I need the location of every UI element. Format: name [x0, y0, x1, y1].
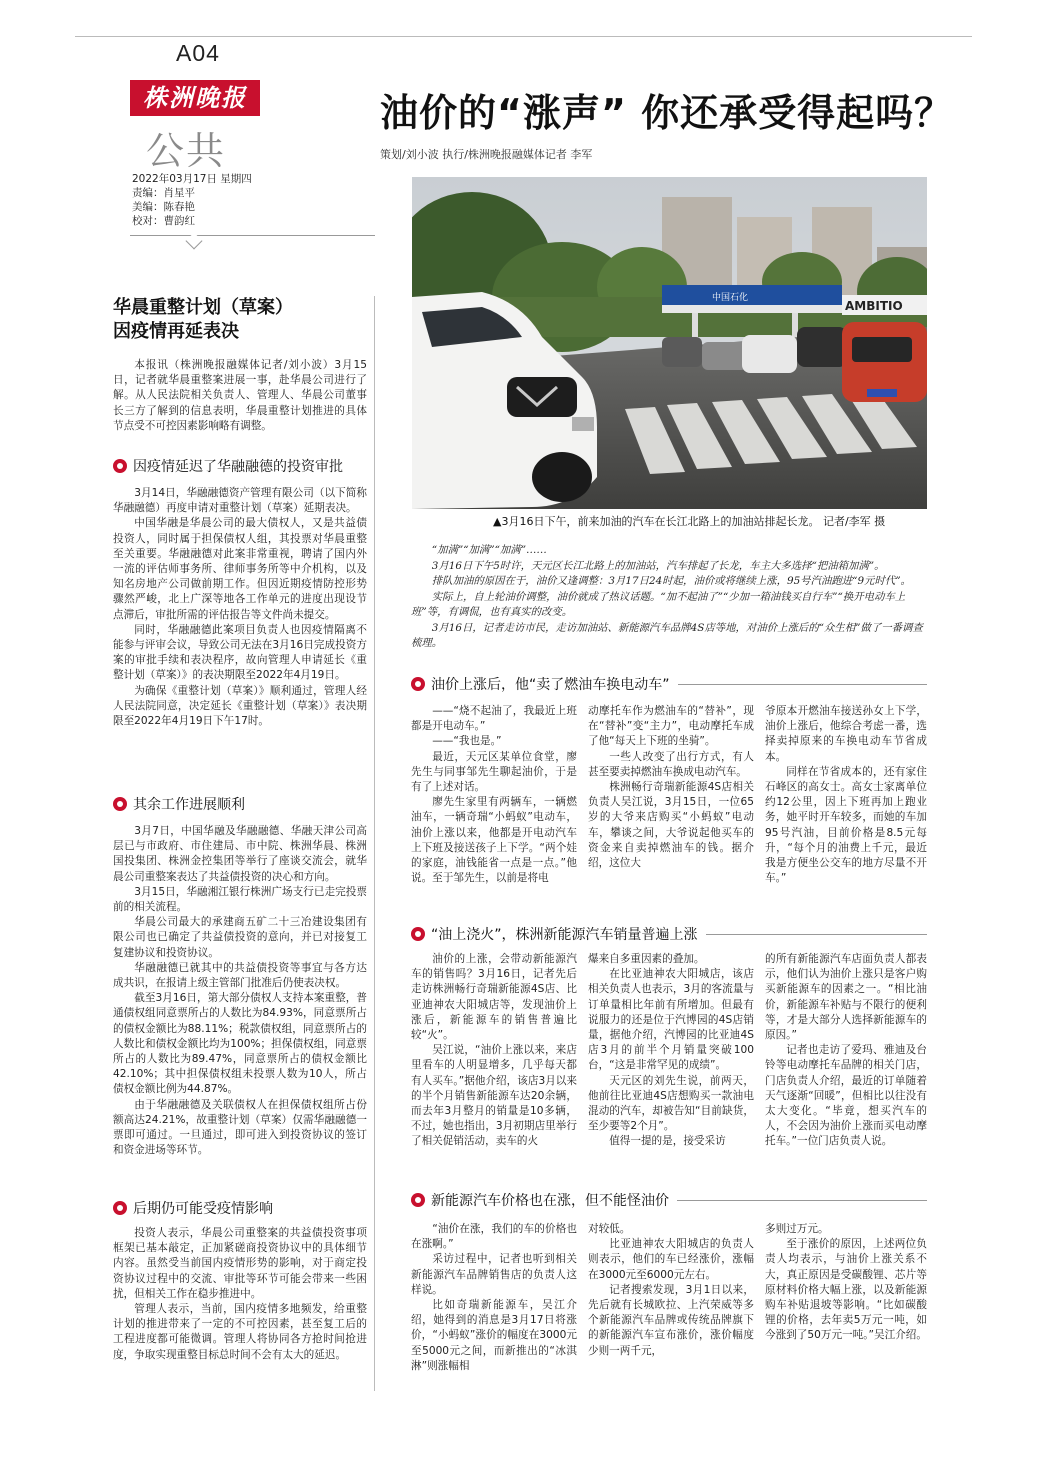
sign-sinopec: 中国石化 [712, 293, 749, 303]
paragraph: 天元区的刘先生说，前两天，他前往比亚迪4S店想购买一款油电混动的汽车，却被告知“目前缺货，至少要等2个月”。 [588, 1074, 754, 1133]
paragraph: 爆来自多重因素的叠加。 [588, 953, 705, 965]
paragraph: 为确保《重整计划（草案）》顺利通过，管理人经人民法院同意，决定延长《重整计划（草案）》表决期限至2022年4月19日下午17时。 [113, 684, 367, 728]
paragraph: 多则过万元。 [765, 1223, 829, 1235]
designer-credit: 美编：陈春艳 [132, 201, 195, 213]
paragraph: 比亚迪神农大阳城店的负责人则表示，他们的车已经涨价，涨幅在3000元至6000元左右。 [588, 1238, 754, 1281]
paragraph: ——“我也是。” [432, 735, 502, 748]
editor-credit: 责编：肖星平 [132, 187, 195, 199]
paragraph: 值得一提的是，接受采访 [609, 1135, 726, 1148]
paragraph: 3月14日，华融融德资产管理有限公司（以下简称华融融德）再度申请对重整计划（草案）延期表决。 [113, 487, 367, 515]
gas-station-photo [412, 177, 927, 509]
sec3-heading [411, 1190, 927, 1210]
paragraph: 廖先生家里有两辆车，一辆燃油车，一辆奇瑞“小蚂蚁”电动车，油价上涨以来，他都是开电动汽车上下班及接送孩子上下学。“两个娃的家庭，油钱能省一点是一点。”他说。至于邹先生，以前是将电 [411, 796, 577, 885]
intro-para: 3月16日下午5时许，天元区长江北路上的加油站，汽车排起了长龙，车主大多选择“把油箱加满”。 [431, 559, 885, 572]
paragraph: “油价在涨，我们的车的价格也在涨啊。” [411, 1223, 577, 1251]
intro-para: “加满”“加满”“加满”…… [431, 544, 547, 556]
bullet-icon [113, 797, 127, 811]
sec3-col1 [411, 1222, 577, 1374]
sec3-title: 新能源汽车价格也在涨，但不能怪油价 [431, 1193, 669, 1209]
paragraph: 投资人表示，华晨公司重整案的共益债投资事项框架已基本敲定，正加紧磋商投资协议中的具体细节内容。虽然受当前国内疫情形势的影响，对于商定投资协议过程中的交流、审批等环节可能会带来一些困扰，但相关工作在稳步推进中。 [113, 1227, 367, 1300]
left-lead [113, 358, 367, 434]
sec2-col2 [588, 952, 754, 1150]
proofreader-credit: 校对：曹韵红 [132, 215, 195, 227]
paragraph: 株洲畅行奇瑞新能源4S店相关负责人吴江说，3月15日，一位65岁的大爷来店购买“小蚂蚁”电动车，攀谈之间，大爷说起他买车的资金来自卖掉燃油车的钱。据介绍，这位大 [588, 781, 754, 870]
left-s3-heading [113, 1198, 367, 1218]
page-number: A04 [176, 40, 220, 66]
bullet-icon [411, 677, 425, 691]
left-headline-line1: 华晨重整计划（草案） [113, 297, 293, 318]
paragraph: 本报讯（株洲晚报融媒体记者/刘小波）3月15日，记者就华晨重整案进展一事，赴华晨公司进行了解。从人民法院相关负责人、管理人、华晨公司董事长三方了解到的信息表明，华晨重整计划推进的具体节点受不可控因素影响略有调整。 [113, 359, 367, 432]
sec2-heading [411, 924, 927, 944]
paragraph: 由于华融融德及关联债权人在担保债权组所占份额高达24.21%，故重整计划（草案）仅需华融融德一票即可通过。一旦通过，即可进入到投资协议的签订和资金进场等环节。 [113, 1098, 367, 1157]
left-headline-line2: 因疫情再延表决 [113, 321, 239, 342]
intro-para: 排队加油的原因在于，油价又逢调整：3月17日24时起，油价或将继续上涨，95号汽油跑进“9元时代”。 [431, 575, 911, 587]
heading-rule [706, 934, 927, 935]
paragraph: 爷原本开燃油车接送孙女上下学，油价上涨后，他综合考虑一番，选择卖掉原来的车换电动车节省成本。 [765, 705, 927, 763]
column-divider [374, 296, 375, 1391]
left-s2-heading [113, 794, 367, 814]
paragraph: 对较低。 [588, 1223, 631, 1235]
paragraph: 比如奇瑞新能源车，吴江介绍，她得到的消息是3月17日将涨价，“小蚂蚁”涨价的幅度在3000元至5000元之间，而新推出的“冰淇淋”则涨幅相 [411, 1299, 577, 1372]
sec1-col3 [765, 704, 927, 886]
sec1-col2 [588, 704, 754, 871]
paragraph: 油价的上涨，会带动新能源汽车的销售吗？3月16日，记者先后走访株洲畅行奇瑞新能源4S店、比亚迪神农大阳城店等，发现油价上涨后，新能源车的销售普遍比较“火”。 [411, 953, 577, 1042]
left-s2-body [113, 824, 367, 1158]
photo-caption: ▲3月16日下午，前来加油的汽车在长江北路上的加油站排起长龙。 记者/李军 摄 [493, 515, 886, 528]
paragraph: 最近，天元区某单位食堂，廖先生与同事邹先生聊起油价，于是有了上述对话。 [411, 750, 577, 794]
intro-para: 实际上，自上轮油价调整，油价就成了热议话题。“加不起油了”“少加一箱油钱买自行车”“换开电动车上班”等，有调侃，也有真实的改变。 [411, 590, 906, 618]
bullet-icon [411, 927, 425, 941]
paragraph: 同时，华融融德此案项目负责人也因疫情隔离不能参与评审会议，导致公司无法在3月16日完成投资方案的审批手续和表决程序，故向管理人申请延长《重整计划（草案）》的表决期限至2022年4月19日。 [113, 623, 367, 682]
sec1-heading [411, 674, 927, 694]
paragraph: 的所有新能源汽车店面负责人都表示，他们认为油价上涨只是客户购买新能源车的因素之一。“相比油价，新能源车补贴与不限行的便利等，才是大部分人选择新能源车的原因。” [765, 953, 927, 1042]
bullet-icon [411, 1193, 425, 1207]
main-headline: 油价的“涨声” 你还承受得起吗？ [380, 91, 954, 135]
sec2-col3 [765, 952, 927, 1150]
main-byline: 策划/刘小波 执行/株洲晚报融媒体记者 李军 [380, 148, 593, 161]
newspaper-logo: 株洲晚报 [130, 80, 260, 116]
paragraph: 华晨公司最大的承建商五矿二十三冶建设集团有限公司也已确定了共益债投资的意向，并已对接复工复建协议和投资协议。 [113, 916, 367, 959]
left-s1-body [113, 486, 367, 729]
heading-rule [677, 1200, 927, 1201]
main-intro [411, 543, 927, 652]
paragraph: ——“烧不起油了，我最近上班都是开电动车。” [411, 705, 577, 733]
paragraph: 一些人改变了出行方式，有人甚至要卖掉燃油车换成电动汽车。 [588, 750, 754, 778]
sec1-col1 [411, 704, 577, 886]
paragraph: 采访过程中，记者也听到相关新能源汽车品牌销售店的负责人这样说。 [411, 1253, 577, 1296]
left-s3-body [113, 1226, 367, 1363]
sec3-col3 [765, 1222, 927, 1344]
paragraph: 至于涨价的原因，上述两位负责人均表示，与油价上涨关系不大，真正原因是受碳酸锂、芯片等原材料价格大幅上涨，以及新能源购车补贴退坡等影响。“比如碳酸锂的价格，去年卖5万元一吨，如今涨到了50万元一吨。”吴江介绍。 [765, 1238, 927, 1342]
paragraph: 3月15日，华融湘江银行株洲广场支行已走完投票前的相关流程。 [113, 885, 367, 914]
sign-ambition: AMBITIO [845, 299, 903, 313]
paragraph: 中国华融是华晨公司的最大债权人，又是共益债投资人，同时属于担保债权人组，其投票对华晨重整至关重要。华融融德对此案非常重视，聘请了国内外一流的评估师事务所、律师事务所等中介机构，以及知名房地产公司做前期工作。但因近期疫情防控形势骤然严峻，北上广深等地各工作单元的进度出现设节点滞后，审批所需的评估报告等文件尚未提交。 [113, 517, 367, 621]
left-s3-title: 后期仍可能受疫情影响 [133, 1201, 273, 1217]
sec3-col2 [588, 1222, 754, 1359]
meta-divider [130, 235, 375, 236]
bullet-icon [113, 1201, 127, 1215]
bullet-icon [113, 459, 127, 473]
paragraph: 3月7日，中国华融及华融融德、华融天津公司高层已与市政府、市住建局、市中院、株洲华晨、株洲国投集团、株洲金控集团等举行了座谈交流会，就华晨公司重整案表达了共益债投资的决心和方向。 [113, 825, 367, 883]
section-name: 公共 [146, 129, 227, 173]
paragraph: 华融融德已就其中的共益债投资等事宜与各方达成共识，在报请上级主管部门批准后仍使表决权。 [113, 961, 367, 990]
paragraph: 截至3月16日，第大部分债权人支持本案重整，普通债权组同意票所占的人数比为84.93%，同意票所占的债权金额比为88.11%；税款债权组，同意票所占的人数比和债权金额比均为100%；担保债权组，同意票所占的人数比为89.47%，同意票所占的债权金额比42.10%；其中担保债权组未投票人数为10人，所占债权金额比例为44.87%。 [113, 992, 367, 1096]
sec2-col1 [411, 952, 577, 1150]
intro-para: 3月16日，记者走访市民，走访加油站、新能源汽车品牌4S店等地，对油价上涨后的“众生相”做了一番调查梳理。 [411, 621, 923, 649]
paragraph: 管理人表示，当前，国内疫情多地频发，给重整计划的推进带来了一定的不可控因素，甚至复工后的工程进度都可能微调。管理人将协同各方抢时间抢进度，争取实现重整目标总时间不会有太大的延迟。 [113, 1303, 367, 1361]
paragraph: 吴江说，“油价上涨以来，来店里看车的人明显增多，几乎每天都有人买车。”据他介绍，该店3月以来的半个月销售新能源车达20余辆，而去年3月整月的销量是10多辆，不过，她也指出，3月初期店里举行了相关促销活动，卖车的火 [411, 1044, 577, 1148]
sec2-title: “油上浇火”，株洲新能源汽车销量普遍上涨 [431, 927, 698, 943]
issue-date: 2022年03月17日 星期四 [132, 173, 252, 185]
heading-rule [678, 684, 927, 685]
paragraph: 在比亚迪神农大阳城店，该店相关负责人也表示，3月的客流量与订单量相比年前有所增加。但最有说服力的还是位于汽博园的4S店销量，据他介绍，汽博园的比亚迪4S店3月的前半个月销量突破100台，“这是非常罕见的成绩”。 [588, 968, 754, 1072]
paragraph: 同样在节省成本的，还有家住石峰区的高女士。高女士家离单位约12公里，因上下班再加上跑业务，她平时开车较多，而她的车加95号汽油，目前价格是8.5元每升，“每个月的油费上千元，最近我是方便坐公交车的地方尽量不开车。” [765, 765, 927, 885]
left-s2-title: 其余工作进展顺利 [133, 797, 245, 813]
paragraph: 动摩托车作为燃油车的“替补”，现在“替补”变“主力”，电动摩托车成了他“每天上下班的坐骑”。 [588, 705, 754, 748]
sec1-title: 油价上涨后，他“卖了燃油车换电动车” [431, 677, 670, 693]
top-rule [75, 36, 972, 37]
paragraph: 记者搜索发现，3月1日以来，先后就有长城欧拉、上汽荣威等多个新能源汽车品牌或传统品牌旗下的新能源汽车宣布涨价，涨价幅度少则一两千元， [588, 1283, 754, 1357]
left-s1-heading [113, 456, 367, 476]
paragraph: 记者也走访了爱玛、雅迪及台铃等电动摩托车品牌的相关门店，门店负责人介绍，最近的订单随着天气逐渐“回暖”，但相比以往没有太大变化。“毕竟，想买汽车的人，不会因为油价上涨而买电动摩托车。”一位门店负责人说。 [765, 1044, 927, 1148]
left-s1-title: 因疫情延迟了华融融德的投资审批 [133, 459, 343, 475]
